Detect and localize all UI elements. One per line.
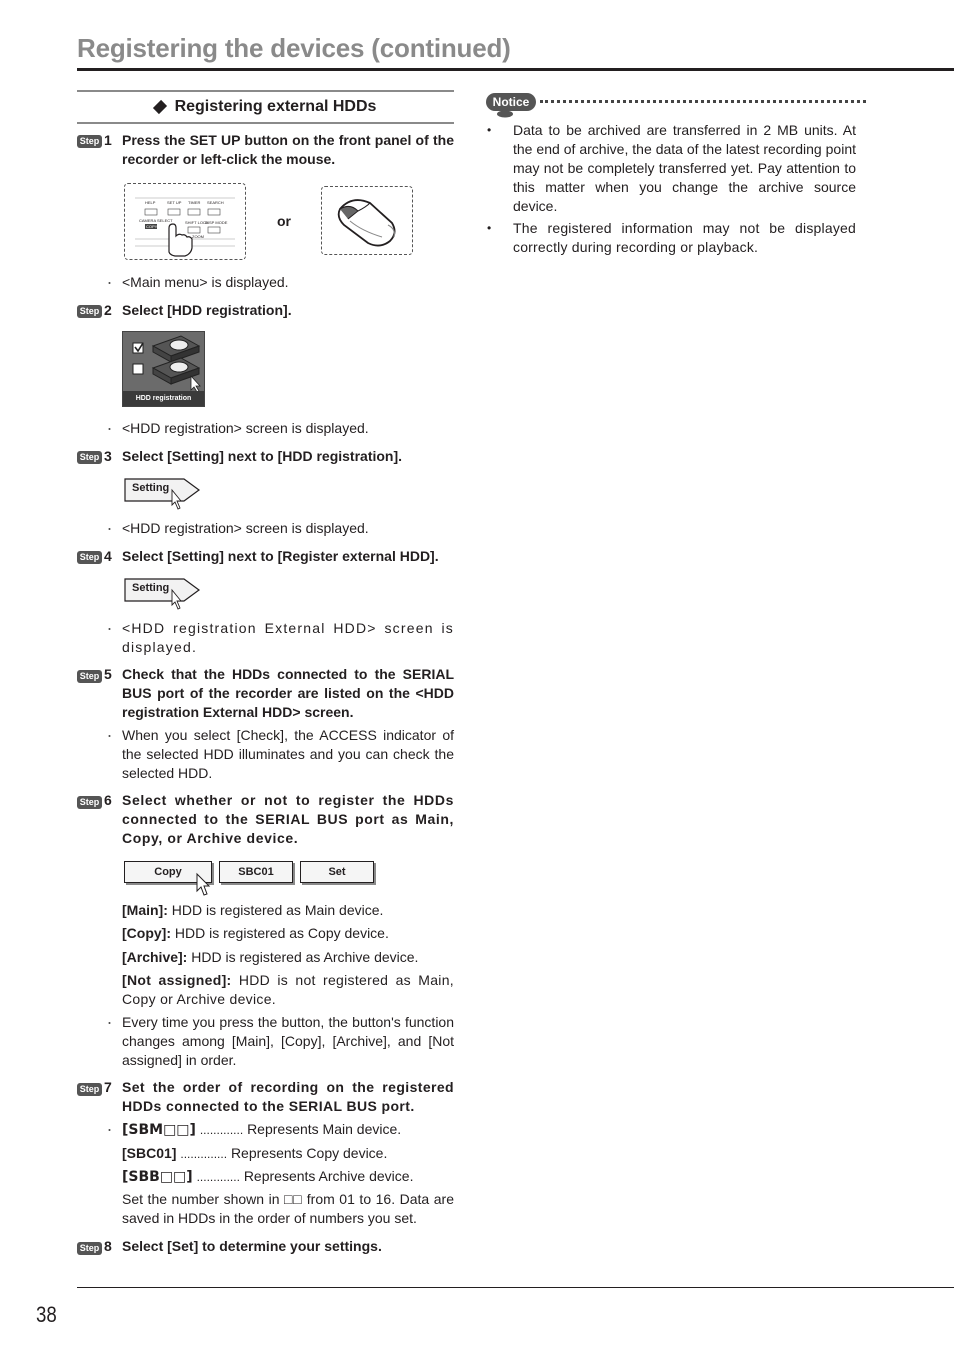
step-number: 3 (104, 448, 112, 464)
step-badge: Step (77, 1083, 102, 1096)
panel-label-copy: COPY (146, 224, 158, 229)
panel-label-camera-select: CAMERA SELECT (139, 218, 173, 223)
mouse-icon (322, 187, 412, 254)
step-badge: Step (77, 305, 102, 318)
definition-not-assigned (122, 971, 454, 1009)
definition-desc: HDD is registered as Archive device. (191, 949, 419, 965)
panel-label-zoom: ZOOM (192, 234, 204, 239)
definition-copy (122, 924, 454, 943)
step-text: Press the SET UP button on the front panel of the recorder or left-click the mouse. (122, 132, 454, 167)
mouse-illustration (321, 186, 413, 255)
front-panel-illustration (124, 183, 246, 260)
code-row (122, 1120, 454, 1140)
definition-term: [Not assigned]: (122, 972, 232, 988)
definition-term: [Archive]: (122, 949, 188, 965)
step-note: <HDD registration> screen is displayed. (122, 420, 369, 436)
definition-term: [Copy]: (122, 925, 171, 941)
step-note: <HDD registration External HDD> screen is displayed. (122, 620, 454, 655)
step-badge: Step (77, 451, 102, 464)
or-label: or (277, 213, 291, 229)
code-dots: .............. (180, 1147, 228, 1161)
bullet: ・ (104, 424, 115, 436)
code-desc: Represents Main device. (247, 1121, 402, 1137)
code-term: [SBB□□] (122, 1169, 193, 1185)
bullet: ・ (104, 731, 115, 743)
step-number: 8 (104, 1238, 112, 1254)
hdd-icon-label: HDD registration (123, 391, 204, 406)
notice-tail-icon (495, 109, 515, 119)
order-note: Set the number shown in □□ from 01 to 16. Data are saved in HDDs in the order of numbers you set. (122, 1191, 454, 1226)
page-title: Registering the devices (continued) (77, 33, 511, 63)
code-desc: Represents Copy device. (230, 1145, 388, 1161)
definition-term: [Main]: (122, 902, 168, 918)
panel-label-timer: TIMER (188, 200, 201, 205)
step-text: Set the order of recording on the registered HDDs connected to the SERIAL BUS port. (122, 1079, 454, 1114)
step-note: Every time you press the button, the button's function changes among [Main], [Copy], [Archive], and [Not assigned] in order. (122, 1014, 454, 1068)
panel-label-search: SEARCH (207, 200, 224, 205)
panel-label-disp-mode: DISP MODE (205, 220, 228, 225)
step-number: 2 (104, 302, 112, 318)
notice-bullet: • (487, 123, 492, 137)
step-note: When you select [Check], the ACCESS indicator of the selected HDD illuminates and you can check the selected HDD. (122, 727, 454, 781)
panel-label-help: HELP (145, 200, 156, 205)
section-heading-text: Registering external HDDs (174, 98, 377, 115)
step-note: <HDD registration> screen is displayed. (122, 520, 369, 536)
code-row (122, 1167, 454, 1187)
step-number: 4 (104, 548, 112, 564)
definition-archive (122, 948, 454, 967)
step-text: Select [Setting] next to [HDD registration]. (122, 448, 403, 464)
step-text: Check that the HDDs connected to the SERIAL BUS port of the recorder are listed on the <HDD registration External HDD> screen. (122, 666, 454, 720)
step-text: Select [Set] to determine your settings. (122, 1238, 382, 1254)
hdd-stack-icon (123, 332, 204, 392)
set-button[interactable] (300, 861, 374, 883)
step-number: 5 (104, 666, 112, 682)
device-id-button[interactable] (219, 861, 293, 883)
step-badge: Step (77, 670, 102, 683)
notice-item: Data to be archived are transferred in 2 MB units. At the end of archive, the data of the latest recording point may not be completely transferred yet. Pay attention to this matter when you change the archive source device. (513, 122, 856, 214)
step-note: <Main menu> is displayed. (122, 274, 289, 290)
panel-label-shift-lock: SHIFT LOCK (185, 220, 209, 225)
notice-badge: Notice (486, 93, 536, 111)
device-id-label: SBC01 (238, 866, 274, 878)
bullet: ・ (104, 1125, 115, 1137)
hdd-registration-icon[interactable] (122, 331, 205, 407)
setting-button-label: Setting (132, 482, 170, 494)
panel-label-setup: SET UP (167, 200, 182, 205)
notice-divider (540, 100, 866, 103)
step-text: Select [Setting] next to [Register external HDD]. (122, 548, 439, 564)
set-button-label: Set (328, 866, 346, 878)
bullet: ・ (104, 524, 115, 536)
setting-button-label: Setting (132, 582, 170, 594)
definition-desc: HDD is not registered as Main, Copy or Archive device. (122, 972, 454, 1007)
definition-main (122, 901, 454, 920)
step-number: 6 (104, 792, 112, 808)
copy-button-label: Copy (154, 866, 182, 878)
step-number: 1 (104, 132, 112, 148)
title-rule (77, 68, 954, 71)
step-badge: Step (77, 551, 102, 564)
code-term: [SBM□□] (122, 1122, 196, 1138)
page-number: 38 (36, 1302, 57, 1327)
cursor-arrow-icon (194, 872, 212, 898)
step-text: Select whether or not to register the HDDs connected to the SERIAL BUS port as Main, Copy, or Archive device. (122, 792, 454, 846)
code-dots: ............. (196, 1170, 240, 1184)
code-term: [SBC01] (122, 1145, 177, 1161)
section-heading (77, 90, 454, 124)
notice-item: The registered information may not be displayed correctly during recording or playback. (513, 220, 856, 255)
bullet: ・ (104, 1018, 115, 1030)
bullet: ・ (104, 278, 115, 290)
step-badge: Step (77, 796, 102, 809)
setting-button[interactable] (124, 478, 202, 504)
code-dots: ............. (199, 1123, 244, 1137)
step-badge: Step (77, 1242, 102, 1255)
code-row (122, 1144, 454, 1164)
footer-rule (77, 1287, 954, 1288)
definition-desc: HDD is registered as Copy device. (174, 925, 389, 941)
setting-button[interactable] (124, 578, 202, 604)
definition-desc: HDD is registered as Main device. (171, 902, 384, 918)
step-number: 7 (104, 1079, 112, 1095)
step-text: Select [HDD registration]. (122, 302, 292, 318)
notice-bullet: • (487, 221, 492, 235)
code-desc: Represents Archive device. (243, 1168, 414, 1184)
step-badge: Step (77, 135, 102, 148)
bullet: ・ (104, 624, 115, 636)
diamond-icon (153, 100, 167, 114)
